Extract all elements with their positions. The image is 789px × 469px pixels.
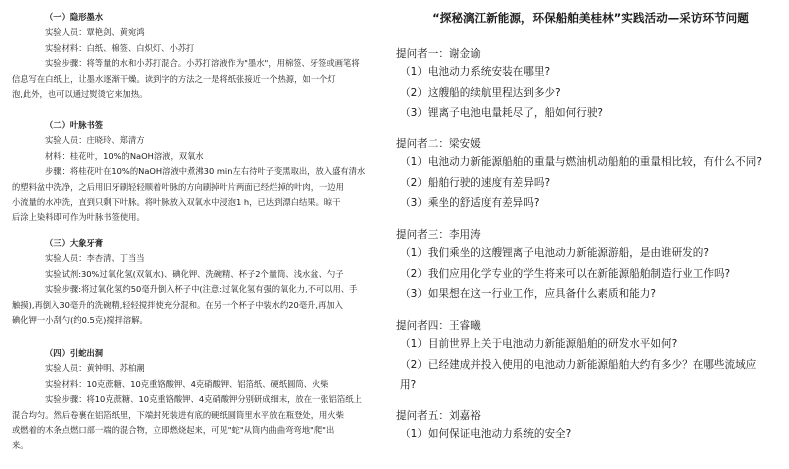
question-continuation: 用? — [400, 379, 417, 391]
materials-line: 实验试剂:30%过氧化氢(双氧水)、碘化钾、洗碗精、杯子2个量筒、浅水盆、勺子 — [45, 268, 344, 279]
asker-name: 提问者五：刘嘉裕 — [396, 410, 481, 422]
steps-line: 实验步骤：将等量的水和小苏打混合。小苏打溶液作为"墨水"，用棉签、牙签或画笔将 — [45, 58, 360, 69]
asker-name: 提问者二：梁安媛 — [396, 138, 481, 150]
question-item: （3）乘坐的舒适度有差异吗? — [400, 197, 540, 209]
question-item: （2）这艘船的续航里程达到多少? — [400, 86, 561, 99]
steps-line: 小流量的水冲洗，直到只剩下叶脉。将叶脉放入双氧水中浸泡1 h，已达到漂白结果。晾干 — [12, 197, 341, 208]
materials-line: 材料：桂花叶，10%的NaOH溶液，双氧水 — [45, 150, 204, 161]
question-item: （2）已经建成并投入使用的电池动力新能源船舶大约有多少？在哪些流域应 — [400, 358, 757, 371]
steps-line: 后涂上染料即可作为叶脉书签使用。 — [12, 212, 145, 223]
steps-line: 泡,此外，也可以通过熨烫它来加热。 — [12, 89, 148, 100]
section-leaf-bookmark — [0, 118, 380, 226]
steps-line: 的塑料盆中洗净，之后用旧牙刷轻轻顺着叶脉的方向刷掉叶片两面已经烂掉的叶肉，一边用 — [12, 181, 344, 192]
section-heading: （四）引蛇出洞 — [45, 348, 104, 358]
steps-line: 碘化钾一小刮勺(约0.5克)搅拌溶解。 — [12, 315, 148, 326]
staff-line: 实验人员：庄晓玲、郑清方 — [45, 135, 145, 146]
question-item: （1）我们乘坐的这艘锂离子电池动力新能源游船，是由谁研发的? — [400, 247, 709, 259]
steps-line: 混合均匀。然后卷裹在铝箔纸里，下端封死装进有底的硬纸圆筒里水平放在瓶登处，用火柴 — [12, 409, 344, 420]
steps-line: 实验步骤:将过氧化氢约50毫升倒入杯子中(注意:过氧化氢有强的氧化力,不可以用、手 — [45, 284, 358, 295]
staff-line: 实验人员：李杏清、丁当当 — [45, 253, 145, 264]
asker-name: 提问者四：王睿曦 — [396, 320, 481, 332]
question-item: （3）锂离子电池电量耗尽了，船如何行驶? — [400, 107, 604, 119]
question-item: （2）船舶行驶的速度有差异吗? — [400, 176, 551, 189]
asker-group — [396, 408, 786, 445]
section-heading: （一）隐形墨水 — [45, 12, 104, 22]
materials-line: 实验材料：10克蔗糖、10克重铬酸钾、4克硝酸钾、铝箔纸、硬纸圆筒、火柴 — [45, 378, 329, 389]
steps-line: 实验步骤：将10克蔗糖、10克重铬酸钾、4克硝酸钾分别研成细末，放在一张铝箔纸上 — [45, 394, 362, 405]
asker-group — [396, 227, 786, 305]
section-heading: （三）大象牙膏 — [45, 238, 104, 248]
asker-group — [396, 46, 786, 124]
page-title: “探秘漓江新能源，环保船舶美桂林”实践活动—采访环节问题 — [432, 11, 749, 25]
left-page — [0, 0, 380, 469]
section-elephant-toothpaste — [0, 236, 380, 328]
right-page — [392, 0, 789, 469]
asker-group — [396, 318, 786, 396]
steps-line: 或燃着的木条点燃口部一端的混合物，立即燃烧起来，可见"蛇"从筒内曲曲弯弯地"爬"出 — [12, 425, 335, 436]
asker-group — [396, 136, 786, 214]
section-heading: （二）叶脉书签 — [45, 120, 104, 130]
section-invisible-ink — [0, 10, 380, 102]
steps-line: 来。 — [12, 440, 29, 451]
steps-line: 信息写在白纸上，让墨水逐渐干燥。读到字的方法之一是将纸张接近一个热源，如一个灯 — [12, 73, 336, 84]
steps-paragraph — [0, 282, 380, 328]
steps-paragraph — [0, 392, 380, 454]
steps-paragraph — [0, 164, 380, 226]
question-item: （1）电池动力系统安装在哪里? — [400, 66, 551, 78]
asker-name: 提问者三：李用涛 — [396, 229, 481, 241]
steps-line: 触摸),再倒入30毫升的洗碗精,轻轻搅拌使充分混和。在另一个杯子中装水约20毫升,再加入 — [12, 299, 343, 310]
question-item: （1）电池动力新能源船舶的重量与燃油机动船舶的重量相比较，有什么不同? — [400, 156, 762, 168]
asker-name: 提问者一：谢金谕 — [396, 48, 481, 60]
section-snake-from-hole — [0, 346, 380, 454]
steps-paragraph — [0, 56, 380, 102]
question-item: （1）如何保证电池动力系统的安全? — [400, 428, 572, 440]
steps-line: 步骤：将桂花叶在10%的NaOH溶液中煮沸30 min左右待叶子变黑取出，放入盛有清水 — [45, 166, 366, 177]
question-item: （2）我们应用化学专业的学生将来可以在新能源船舶制造行业工作吗? — [400, 267, 731, 280]
staff-line: 实验人员：覃艳剑、黄宛鸿 — [45, 27, 145, 38]
staff-line: 实验人员：黄钟明、苏柏潮 — [45, 363, 145, 374]
materials-line: 实验材料：白纸、棉签、白炽灯、小苏打 — [45, 42, 195, 53]
question-item: （3）如果想在这一行业工作，应具备什么素质和能力? — [400, 288, 657, 300]
question-item: （1）目前世界上关于电池动力新能源船舶的研发水平如何? — [400, 338, 678, 350]
